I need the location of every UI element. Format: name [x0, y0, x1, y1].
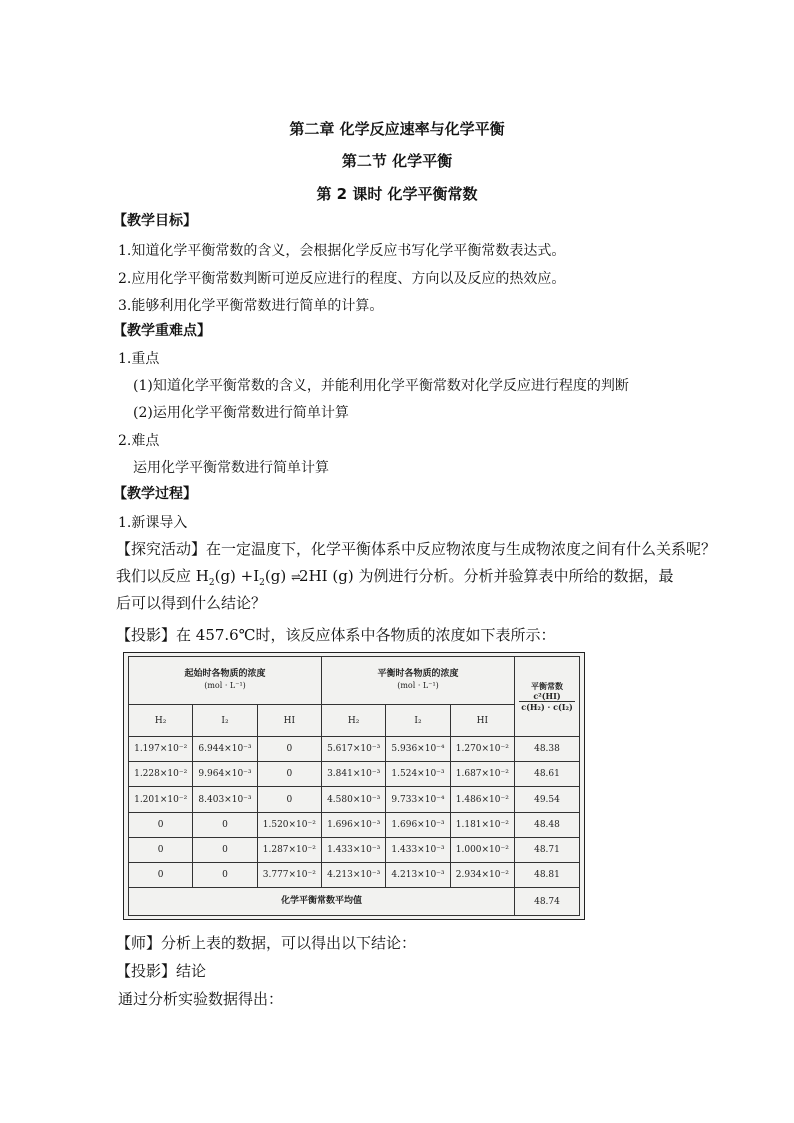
table-row: 0 0 1.520×10⁻² 1.696×10⁻³ 1.696×10⁻³ 1.181×10⁻² 48.48 — [129, 812, 580, 837]
process-heading: 【教学过程】 — [113, 486, 197, 502]
teacher-line — [116, 932, 416, 953]
average-row — [129, 888, 580, 916]
explore-text: 在一定温度下，化学平衡体系中反应物浓度与生成物浓度之间有什么关系呢？ — [206, 540, 717, 558]
difficulty-text: 运用化学平衡常数进行简单计算 — [133, 460, 329, 476]
teacher-text: 分析上表的数据，可以得出以下结论： — [161, 934, 417, 952]
conclusion-text: 结论 — [176, 962, 207, 980]
table-row: 1.201×10⁻² 8.403×10⁻³ 0 4.580×10⁻³ 9.733×10⁻⁴ 1.486×10⁻² 49.54 — [129, 787, 580, 812]
explore-text-line3: 后可以得到什么结论？ — [116, 594, 267, 612]
concentration-table — [128, 656, 580, 916]
focus-label: 1.重点 — [118, 351, 160, 367]
initial-header-cell: 起始时各物质的浓度 (mol · L⁻¹) — [129, 657, 322, 705]
column-header: I₂ — [193, 705, 257, 737]
table-row: 1.228×10⁻² 9.964×10⁻³ 0 3.841×10⁻³ 1.524×10⁻³ 1.687×10⁻² 48.61 — [129, 762, 580, 787]
conclusion-tag: 【投影】 — [116, 962, 177, 980]
difficulty-label: 2.难点 — [118, 433, 160, 449]
table-row: 0 0 3.777×10⁻² 4.213×10⁻³ 4.213×10⁻³ 2.934×10⁻² 48.81 — [129, 863, 580, 888]
objective-item: 2.应用化学平衡常数判断可逆反应进行的程度、方向以及反应的热效应。 — [118, 271, 566, 287]
average-label: 化学平衡常数平均值 — [129, 888, 515, 916]
objective-item: 1.知道化学平衡常数的含义，会根据化学反应书写化学平衡常数表达式。 — [118, 243, 566, 259]
equilibrium-header-cell: 平衡时各物质的浓度 (mol · L⁻¹) — [321, 657, 514, 705]
explore-tag: 【探究活动】 — [116, 540, 207, 558]
chapter-title: 第二章 化学反应速率与化学平衡 — [289, 120, 505, 138]
k-numerator: c²(HI) — [519, 691, 575, 702]
average-value: 48.74 — [515, 888, 580, 916]
column-header: HI — [450, 705, 514, 737]
explore-paragraph-line1 — [116, 538, 716, 559]
section-title: 第二节 化学平衡 — [341, 152, 453, 170]
projection-line — [116, 624, 556, 645]
explore-paragraph-line2: 我们以反应 $H_2(g) +I_2(g)$ ⇌2HI (g) 为例进行分析。分析并验算表中所给的数据，最 — [116, 567, 674, 588]
projection-tag: 【投影】 — [116, 626, 177, 644]
column-header: HI — [257, 705, 321, 737]
objective-item: 3.能够利用化学平衡常数进行简单的计算。 — [118, 298, 384, 314]
keypoints-heading: 【教学重难点】 — [113, 323, 211, 339]
intro-label: 1.新课导入 — [118, 515, 188, 531]
objectives-heading: 【教学目标】 — [113, 213, 197, 229]
focus-item: (1)知道化学平衡常数的含义，并能利用化学平衡常数对化学反应进行程度的判断 — [133, 378, 629, 394]
column-header: H₂ — [321, 705, 385, 737]
final-text: 通过分析实验数据得出： — [118, 990, 284, 1008]
projection-text: 在 457.6℃时，该反应体系中各物质的浓度如下表所示： — [176, 626, 556, 644]
concentration-table-image — [123, 652, 585, 920]
teacher-tag: 【师】 — [116, 934, 162, 952]
conclusion-line — [116, 960, 206, 981]
focus-item: (2)运用化学平衡常数进行简单计算 — [133, 405, 349, 421]
k-denominator: c(H₂) · c(I₂) — [521, 702, 573, 712]
table-row: 0 0 1.287×10⁻² 1.433×10⁻³ 1.433×10⁻³ 1.000×10⁻² 48.71 — [129, 837, 580, 862]
k-header-cell: 平衡常数 $\frac{\text{c²(HI)}}{\text{c(H₂) · c(I₂)}}$ — [515, 657, 580, 737]
column-header: I₂ — [386, 705, 450, 737]
lesson-title: 第 2 课时 化学平衡常数 — [316, 185, 478, 203]
table-row: 1.197×10⁻² 6.944×10⁻³ 0 5.617×10⁻³ 5.936×10⁻⁴ 1.270×10⁻² 48.38 — [129, 737, 580, 762]
equilibrium-arrow-icon: ⇌ — [290, 570, 300, 584]
column-header: H₂ — [129, 705, 193, 737]
